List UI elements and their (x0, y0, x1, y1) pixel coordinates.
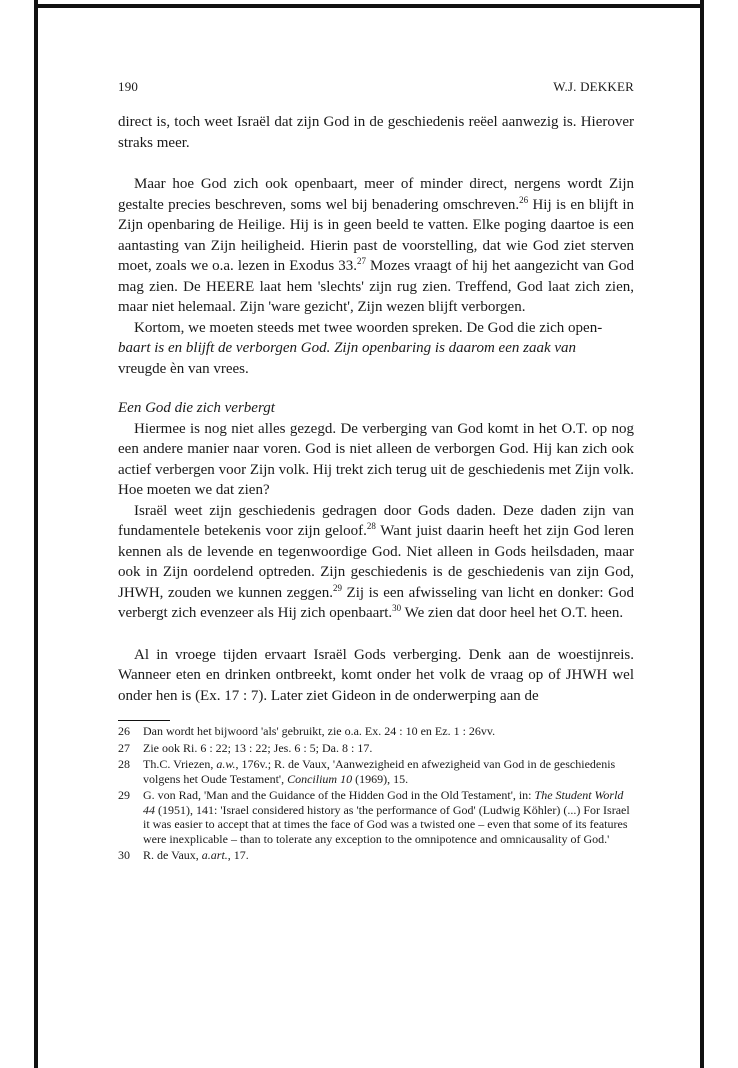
footnote-ref-29[interactable]: 29 (332, 582, 342, 593)
body-text (118, 112, 634, 706)
running-header (118, 79, 634, 95)
page-border-top (34, 4, 704, 8)
footnote-ref-28[interactable]: 28 (366, 521, 376, 531)
footnote-ref-30[interactable]: 30 (392, 603, 402, 613)
paragraph-1: direct is, toch weet Israël dat zijn God in de geschiedenis reëel aanwezig is. Hierover straks meer. (118, 114, 634, 151)
paragraph-3: Kortom, we moeten steeds met twee woorden spreken. De God die zich open- baart is en blijft de verborgen God. Zijn openbaring is daarom een zaak van vreugde èn van vrees. (118, 319, 603, 377)
running-author: W.J. DEKKER (553, 79, 634, 94)
footnote-divider (118, 720, 170, 721)
page-border-right (700, 0, 704, 1068)
page-number: 190 (118, 79, 139, 94)
footnote-26: 26 Dan wordt het bijwoord 'als' gebruikt, zie o.a. Ex. 24 : 10 en Ez. 1 : 26vv. (118, 724, 496, 738)
paragraph-2: Maar hoe God zich ook openbaart, meer of minder direct, nergens wordt Zijn gestalte precies beschreven, soms wel bij benadering omschreven.$^{26}$ Hij is en blijft in Zijn openbaring de Heilige. Hij is in geen beeld te vatten. Elke poging daartoe is een aantasting van Zijn heiligheid. Hierin past de voorstelling, dat wie God ziet sterven moet, zoals we o.a. lezen in Exodus 33.27 Mozes vraagt of hij het aangezicht van God mag zien. De HEERE laat hem 'slechts' zijn rug zien. Treffend, God laat zich zien, maar niet helemaal. Zijn 'ware gezicht', Zijn wezen blijft verborgen. (118, 176, 634, 315)
paragraph-6: Al in vroege tijden ervaart Israël Gods verberging. Denk aan de woestijnreis. Wanneer eten en drinken ontbreekt, komt onder het volk de vraag op of JHWH wel onder hen is (Ex. 17 : 7). Later ziet Gideon in de onderwerping aan de (118, 646, 634, 704)
paragraph-4: Hiermee is nog niet alles gezegd. De verberging van God komt in het O.T. op nog een andere manier naar voren. God is niet alleen de verborgen God. Hij kan zich ook actief verbergen voor Zijn volk. Hij trekt zich terug uit de geschiedenis met Zijn volk. Hoe moeten we dat zien? (118, 420, 634, 498)
footnote-ref-27[interactable]: 27 (357, 256, 366, 266)
footnote-27: 27 Zie ook Ri. 6 : 22; 13 : 22; Jes. 6 : 5; Da. 8 : 17. (118, 740, 373, 755)
footnote-30: 30 R. de Vaux, a.art., 17. (118, 848, 249, 862)
paragraph-5: Israël weet zijn geschiedenis gedragen door Gods daden. Deze daden zijn van fundamentele betekenis voor zijn geloof.$^{28}$ Want juist daarin heeft het zijn God leren kennen als de levende en tegenwoordige God. Niet alleen in Gods heilsdaden, maar ook in Zijn oordelend optreden. Zijn geschiedenis is de geschiedenis van zijn God, JHWH, zouden we kunnen zeggen.$^{29}$ Zij is een afwisseling van licht en donker: God verbergt zich evenzeer als Hij zich openbaart.$^{30}$ We zien dat door heel het O.T. heen. (118, 502, 634, 621)
footnote-28: 28 Th.C. Vriezen, a.w., 176v.; R. de Vaux, 'Aanwezigheid en afwezigheid van God in de geschiedenis volgens het Oude Testament', Concilium 10 (1969), 15. (118, 757, 616, 786)
footnote-29: 29 G. von Rad, 'Man and the Guidance of the Hidden God in the Old Testament', in: The Student World 44 (1951), 141: 'Israel considered history as 'the performance of God' (Ludwig Köhler) (...) For Israel it was easier to accept that at times the face of God was a twisted one – even that some of its features were inexplicable – than to tolerate any exception to the omnipotence and omnicausality of God.' (118, 788, 630, 846)
footnote-ref-26[interactable]: 26 (519, 194, 529, 205)
page-content (118, 79, 634, 863)
page-border-left (34, 0, 38, 1068)
section-subheading: Een God die zich verbergt (118, 400, 275, 416)
